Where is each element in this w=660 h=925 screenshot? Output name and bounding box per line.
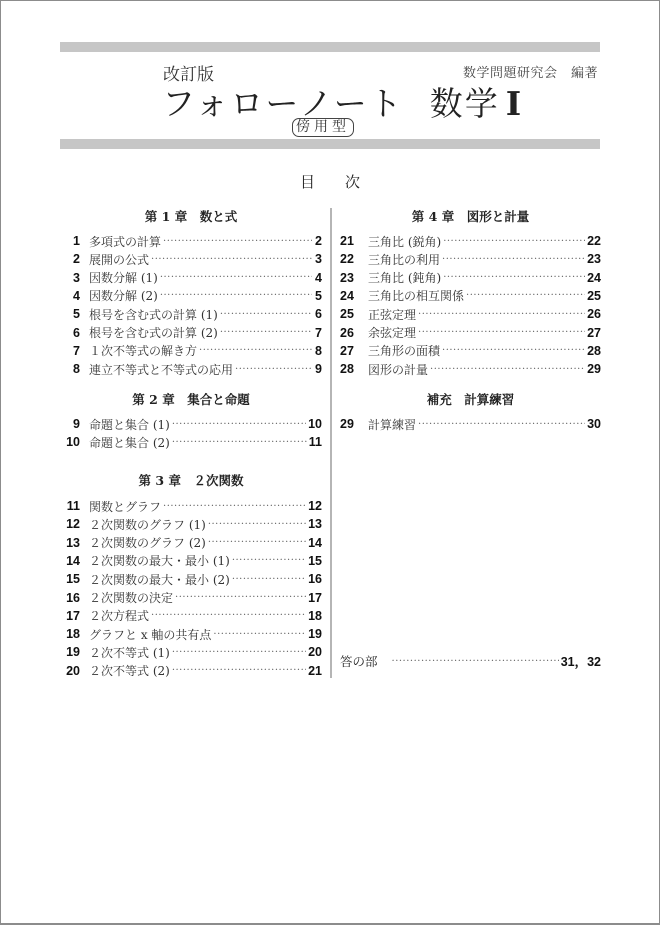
leader-dots: [430, 364, 585, 375]
entry-page: 26: [587, 307, 601, 322]
toc-entry[interactable]: [340, 324, 601, 342]
entry-title: ２次不等式 (1): [89, 645, 170, 660]
entry-title: 因数分解 (2): [89, 289, 158, 304]
toc-title: 目次: [299, 173, 390, 191]
entry-number: 24: [340, 288, 354, 303]
toc-entry[interactable]: [60, 342, 322, 360]
entry-number: 16: [66, 590, 80, 605]
entry-number: 3: [73, 270, 80, 285]
toc-entry[interactable]: [60, 232, 322, 250]
leader-dots: [418, 419, 585, 430]
entry-page: 24: [587, 270, 601, 285]
entry-number: 27: [340, 343, 354, 358]
entry-title: 正弦定理: [368, 307, 417, 322]
toc-entry[interactable]: [340, 250, 601, 268]
entry-title: グラフと x 軸の共有点: [89, 627, 212, 642]
leader-dots: [392, 656, 559, 667]
leader-dots: [220, 309, 312, 320]
toc-entry[interactable]: [60, 269, 322, 287]
toc-entry[interactable]: [60, 305, 322, 323]
entry-title: 多項式の計算: [89, 234, 162, 249]
entry-page: 21: [308, 663, 322, 678]
entry-title: ２次方程式: [89, 609, 150, 624]
entry-number: 13: [66, 535, 80, 550]
toc-entry[interactable]: [60, 625, 322, 643]
entry-page: 3: [315, 252, 322, 267]
entry-title: 根号を含む式の計算 (1): [89, 307, 218, 322]
entry-title: 図形の計量: [368, 362, 429, 377]
toc-entry[interactable]: [60, 570, 322, 588]
entry-page: 5: [315, 288, 322, 303]
leader-dots: [232, 574, 306, 585]
entry-title: 展開の公式: [89, 252, 150, 267]
header-band-top: [60, 42, 600, 52]
toc-entry[interactable]: [60, 607, 322, 625]
entry-number: 28: [340, 362, 354, 377]
entry-number: 29: [340, 417, 354, 431]
toc-entry[interactable]: [340, 269, 601, 287]
toc-entry[interactable]: [60, 324, 322, 342]
entry-number: 21: [340, 234, 354, 248]
leader-dots: [208, 537, 306, 548]
chapter-heading: 第 3 章 ２次関数: [138, 473, 244, 488]
entry-title: ２次関数の最大・最小 (2): [89, 572, 230, 587]
toc-entry[interactable]: [340, 305, 601, 323]
toc-entry[interactable]: [60, 534, 322, 552]
leader-dots: [172, 647, 306, 658]
entry-number: 10: [66, 435, 80, 450]
chapter-heading: 第 4 章 図形と計量: [411, 209, 530, 224]
answers-label: 答の部: [340, 654, 378, 669]
entry-title: 三角比 (鋭角): [368, 234, 442, 249]
entry-title: 三角形の面積: [368, 344, 441, 359]
entry-page: 9: [315, 362, 322, 377]
entry-title: 余弦定理: [368, 326, 417, 340]
entry-title: 因数分解 (1): [89, 271, 158, 286]
leader-dots: [172, 419, 306, 430]
header-band-bottom: [60, 139, 600, 149]
leader-dots: [199, 345, 312, 356]
entry-number: 23: [340, 270, 354, 285]
leader-dots: [232, 555, 306, 566]
entry-page: 12: [308, 499, 322, 513]
leader-dots: [213, 629, 306, 640]
toc-entry[interactable]: [60, 360, 322, 378]
entry-number: 19: [66, 645, 80, 660]
toc-entry[interactable]: [60, 662, 322, 680]
entry-number: 20: [66, 663, 80, 678]
entry-page: 14: [308, 535, 322, 550]
toc-entry[interactable]: [60, 552, 322, 570]
leader-dots: [418, 309, 585, 320]
toc-entry[interactable]: [60, 287, 322, 305]
entry-page: 16: [308, 572, 322, 587]
leader-dots: [175, 592, 306, 603]
entry-number: 25: [340, 307, 354, 322]
leader-dots: [220, 327, 312, 338]
entry-title: ２次関数のグラフ (2): [89, 536, 206, 551]
entry-page: 7: [315, 325, 322, 340]
entry-title: 計算練習: [368, 417, 417, 432]
entry-number: 8: [73, 362, 80, 377]
title-main: フォローノート: [162, 84, 404, 123]
entry-title: 三角比の利用: [368, 252, 441, 267]
column-divider: [330, 208, 332, 678]
toc-entry[interactable]: [60, 250, 322, 268]
entry-page: 13: [308, 517, 322, 532]
toc-entry[interactable]: [60, 643, 322, 661]
entry-title: ２次関数の最大・最小 (1): [89, 554, 230, 569]
entry-number: 26: [340, 325, 354, 340]
toc-entry[interactable]: [60, 515, 322, 533]
entry-number: 4: [73, 288, 80, 303]
entry-number: 12: [66, 517, 80, 532]
toc-entry[interactable]: [340, 360, 601, 378]
leader-dots: [160, 290, 312, 301]
entry-page: 11: [308, 435, 322, 450]
entry-page: 15: [308, 553, 322, 568]
leader-dots: [442, 254, 585, 265]
entry-number: 11: [66, 499, 80, 513]
toc-entry[interactable]: [340, 232, 601, 250]
toc-entry[interactable]: [60, 497, 322, 515]
entry-page: 19: [308, 627, 322, 642]
leader-dots: [443, 272, 585, 283]
chapter-heading: 補充 計算練習: [426, 392, 515, 407]
toc-entry[interactable]: [340, 287, 601, 305]
leader-dots: [172, 665, 306, 676]
entry-title: ２次関数の決定: [89, 591, 174, 605]
entry-title: 関数とグラフ: [89, 499, 162, 514]
entry-page: 18: [308, 608, 322, 623]
leader-dots: [466, 290, 585, 301]
toc-entry[interactable]: [60, 589, 322, 607]
entry-number: 5: [73, 307, 80, 322]
entry-page: 27: [587, 325, 601, 340]
entry-page: 28: [587, 343, 601, 358]
title-subject: 数学: [429, 84, 500, 123]
toc-entry[interactable]: [60, 433, 322, 451]
entry-number: 2: [73, 252, 80, 267]
entry-number: 14: [66, 553, 80, 568]
entry-title: １次不等式の解き方: [89, 344, 198, 359]
entry-number: 15: [66, 572, 80, 587]
leader-dots: [208, 519, 306, 530]
entry-page: 2: [315, 234, 322, 248]
entry-page: 30: [587, 417, 601, 431]
entry-number: 6: [73, 325, 80, 340]
entry-title: 三角比 (鈍角): [368, 271, 442, 286]
entry-number: 17: [66, 608, 80, 623]
leader-dots: [172, 437, 307, 448]
entry-page: 4: [315, 270, 322, 285]
entry-number: 7: [73, 343, 80, 358]
leader-dots: [160, 272, 312, 283]
entry-page: 29: [587, 362, 601, 377]
leader-dots: [442, 345, 585, 356]
entry-page: 6: [315, 307, 322, 322]
leader-dots: [418, 327, 585, 338]
toc-entry[interactable]: [340, 415, 601, 433]
entry-page: 8: [315, 343, 322, 358]
entry-title: 三角比の相互関係: [368, 289, 465, 304]
entry-page: 22: [587, 234, 601, 248]
answers-page: 31，32: [560, 655, 601, 669]
author-label: 数学問題研究会 編著: [462, 66, 598, 81]
entry-number: 18: [66, 627, 80, 642]
entry-title: ２次不等式 (2): [89, 664, 170, 679]
chapter-heading: 第 2 章 集合と命題: [132, 392, 250, 407]
entry-page: 17: [308, 590, 322, 605]
leader-dots: [443, 236, 585, 247]
entry-number: 9: [73, 417, 80, 431]
entry-page: 25: [587, 288, 601, 303]
leader-dots: [151, 254, 312, 265]
entry-page: 10: [308, 417, 322, 431]
leader-dots: [163, 236, 312, 247]
leader-dots: [163, 501, 306, 512]
entry-title: ２次関数のグラフ (1): [89, 517, 206, 532]
chapter-heading: 第 1 章 数と式: [144, 209, 238, 224]
leader-dots: [151, 610, 306, 621]
entry-number: 1: [73, 234, 80, 248]
entry-title: 命題と集合 (2): [89, 435, 170, 450]
title-numeral: I: [505, 84, 524, 123]
type-badge: 傍用型: [292, 118, 354, 137]
entry-title: 根号を含む式の計算 (2): [89, 326, 218, 340]
entry-title: 命題と集合 (1): [89, 417, 170, 432]
entry-title: 連立不等式と不等式の応用: [89, 362, 234, 377]
answers-entry[interactable]: [340, 652, 601, 670]
edition-label: 改訂版: [163, 65, 214, 85]
leader-dots: [235, 364, 312, 375]
entry-page: 20: [308, 645, 322, 660]
toc-entry[interactable]: [60, 415, 322, 433]
toc-entry[interactable]: [340, 342, 601, 360]
entry-number: 22: [340, 252, 354, 267]
entry-page: 23: [587, 252, 601, 267]
